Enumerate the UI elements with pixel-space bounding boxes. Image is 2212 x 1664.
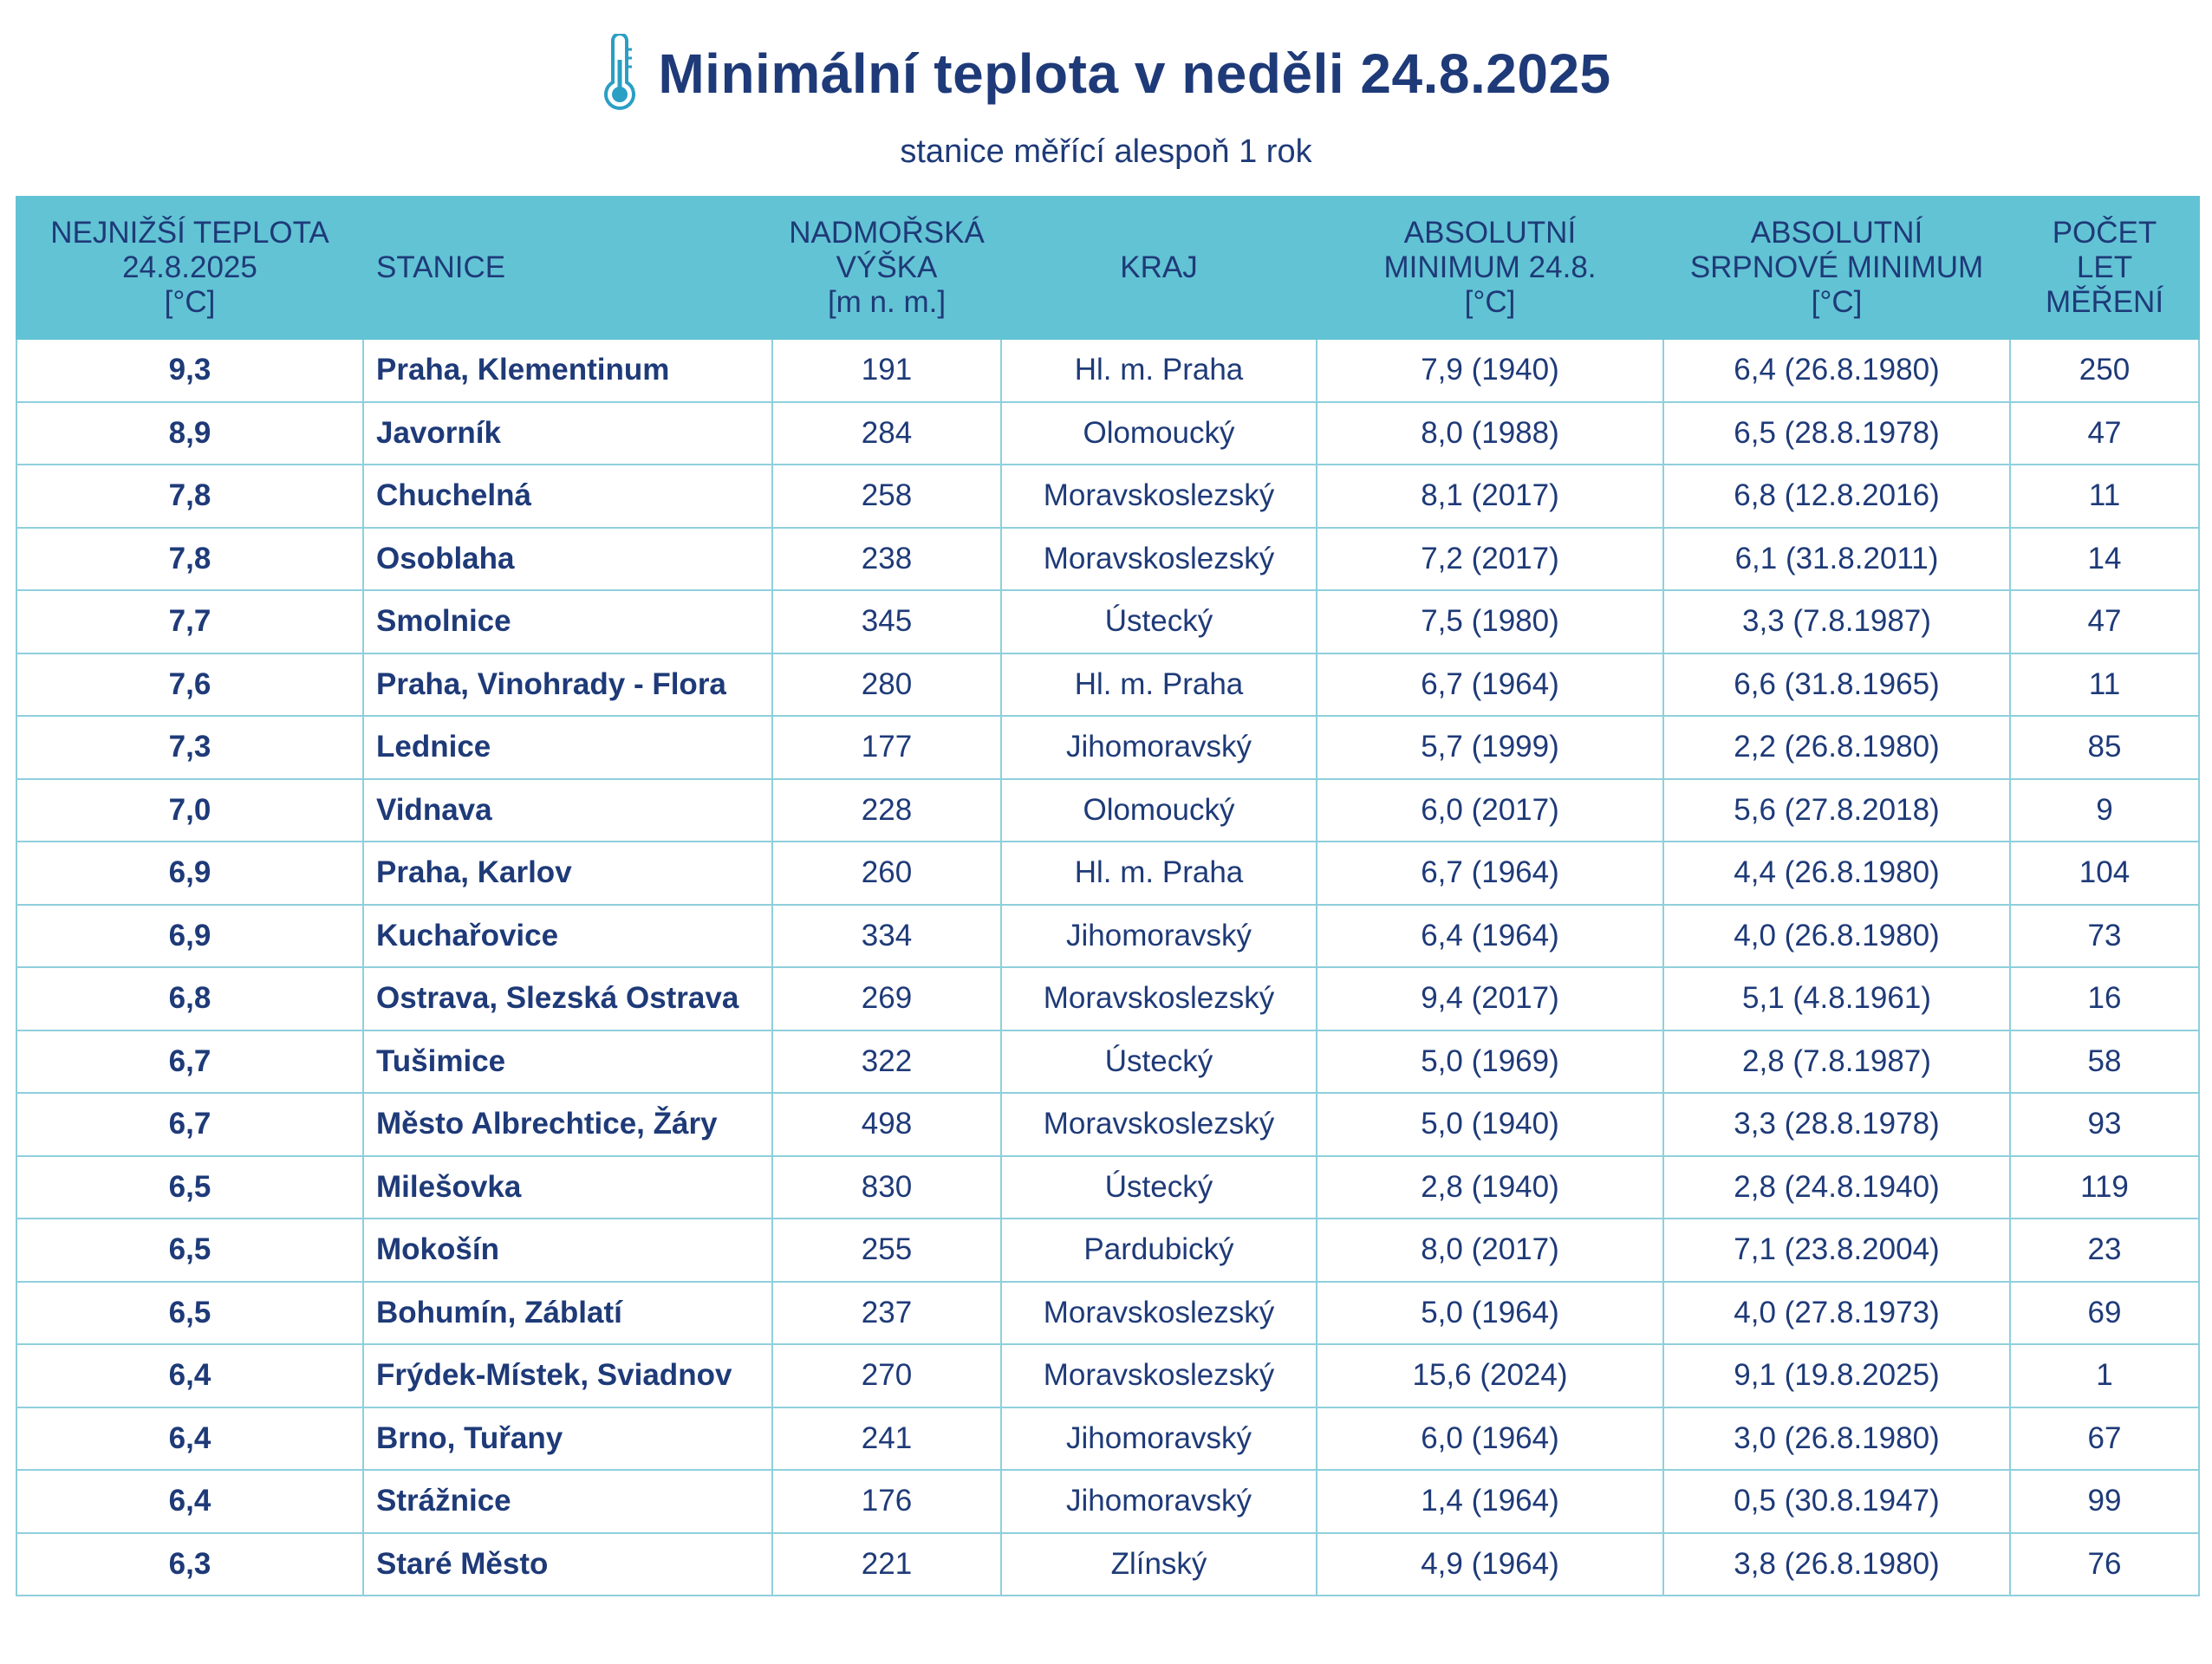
cell-region: Moravskoslezský	[1001, 528, 1317, 591]
cell-abs-min-august: 4,0 (26.8.1980)	[1663, 905, 2010, 968]
cell-station: Město Albrechtice, Žáry	[363, 1093, 772, 1156]
cell-altitude: 228	[772, 779, 1001, 842]
cell-min-temp: 6,9	[16, 905, 363, 968]
cell-region: Moravskoslezský	[1001, 1093, 1317, 1156]
cell-abs-min-august: 9,1 (19.8.2025)	[1663, 1344, 2010, 1407]
page-subtitle: stanice měřící alespoň 1 rok	[900, 133, 1312, 170]
table-row	[16, 1533, 2199, 1596]
cell-min-temp: 7,6	[16, 653, 363, 717]
header-line: POČET	[2052, 216, 2157, 250]
cell-region: Olomoucký	[1001, 779, 1317, 842]
cell-abs-min-date: 8,0 (1988)	[1317, 402, 1663, 465]
cell-abs-min-august: 4,0 (27.8.1973)	[1663, 1282, 2010, 1345]
cell-station: Tušimice	[363, 1030, 772, 1094]
cell-abs-min-date: 7,2 (2017)	[1317, 528, 1663, 591]
header-line: VÝŠKA	[836, 250, 938, 284]
cell-abs-min-august: 4,4 (26.8.1980)	[1663, 842, 2010, 905]
cell-station: Strážnice	[363, 1470, 772, 1533]
cell-abs-min-date: 9,4 (2017)	[1317, 967, 1663, 1030]
cell-region: Jihomoravský	[1001, 716, 1317, 779]
cell-abs-min-august: 6,1 (31.8.2011)	[1663, 528, 2010, 591]
cell-altitude: 237	[772, 1282, 1001, 1345]
cell-abs-min-date: 2,8 (1940)	[1317, 1156, 1663, 1219]
cell-min-temp: 6,5	[16, 1156, 363, 1219]
cell-min-temp: 6,4	[16, 1407, 363, 1471]
table-row	[16, 465, 2199, 528]
cell-station: Praha, Klementinum	[363, 339, 772, 402]
table-row	[16, 842, 2199, 905]
cell-station: Bohumín, Záblatí	[363, 1282, 772, 1345]
cell-years: 76	[2010, 1533, 2199, 1596]
cell-min-temp: 7,8	[16, 465, 363, 528]
table-row	[16, 1470, 2199, 1533]
cell-altitude: 498	[772, 1093, 1001, 1156]
table-row	[16, 590, 2199, 653]
cell-station: Frýdek-Místek, Sviadnov	[363, 1344, 772, 1407]
header-abs-min-august	[1663, 197, 2010, 339]
cell-abs-min-august: 2,8 (24.8.1940)	[1663, 1156, 2010, 1219]
cell-station: Javorník	[363, 402, 772, 465]
header-line: ABSOLUTNÍ	[1403, 216, 1577, 250]
cell-region: Olomoucký	[1001, 402, 1317, 465]
cell-years: 69	[2010, 1282, 2199, 1345]
cell-station: Kuchařovice	[363, 905, 772, 968]
header-min-temp	[16, 197, 363, 339]
header-line: ABSOLUTNÍ	[1750, 216, 1923, 250]
header-line: MINIMUM 24.8.	[1383, 250, 1597, 284]
cell-abs-min-august: 2,8 (7.8.1987)	[1663, 1030, 2010, 1094]
cell-altitude: 345	[772, 590, 1001, 653]
cell-station: Milešovka	[363, 1156, 772, 1219]
cell-altitude: 238	[772, 528, 1001, 591]
cell-altitude: 280	[772, 653, 1001, 717]
table-row	[16, 1030, 2199, 1094]
cell-min-temp: 6,4	[16, 1470, 363, 1533]
cell-region: Moravskoslezský	[1001, 1282, 1317, 1345]
title-row	[0, 26, 2212, 121]
cell-abs-min-august: 3,3 (28.8.1978)	[1663, 1093, 2010, 1156]
cell-min-temp: 9,3	[16, 339, 363, 402]
cell-years: 11	[2010, 653, 2199, 717]
header-altitude	[772, 197, 1001, 339]
cell-region: Jihomoravský	[1001, 1407, 1317, 1471]
table-row	[16, 528, 2199, 591]
header-line: NADMOŘSKÁ	[789, 216, 985, 250]
header-line: SRPNOVÉ MINIMUM	[1689, 250, 1984, 284]
cell-region: Ústecký	[1001, 1030, 1317, 1094]
cell-min-temp: 6,5	[16, 1219, 363, 1282]
table-row	[16, 1219, 2199, 1282]
cell-region: Hl. m. Praha	[1001, 842, 1317, 905]
cell-min-temp: 6,8	[16, 967, 363, 1030]
cell-station: Ostrava, Slezská Ostrava	[363, 967, 772, 1030]
header-line: [m n. m.]	[827, 285, 947, 319]
cell-years: 47	[2010, 402, 2199, 465]
header-line: MĚŘENÍ	[2045, 285, 2164, 319]
cell-abs-min-date: 7,9 (1940)	[1317, 339, 1663, 402]
cell-abs-min-august: 6,6 (31.8.1965)	[1663, 653, 2010, 717]
cell-region: Moravskoslezský	[1001, 967, 1317, 1030]
table-row	[16, 967, 2199, 1030]
cell-abs-min-august: 6,4 (26.8.1980)	[1663, 339, 2010, 402]
cell-abs-min-august: 5,6 (27.8.2018)	[1663, 779, 2010, 842]
cell-abs-min-august: 6,8 (12.8.2016)	[1663, 465, 2010, 528]
cell-min-temp: 7,8	[16, 528, 363, 591]
cell-abs-min-date: 6,4 (1964)	[1317, 905, 1663, 968]
cell-abs-min-date: 5,0 (1964)	[1317, 1282, 1663, 1345]
cell-altitude: 269	[772, 967, 1001, 1030]
table-row	[16, 779, 2199, 842]
table-row	[16, 1407, 2199, 1471]
table-header	[16, 197, 2199, 339]
thermometer-icon	[601, 34, 639, 114]
cell-altitude: 177	[772, 716, 1001, 779]
cell-years: 99	[2010, 1470, 2199, 1533]
header-line: [°C]	[164, 285, 216, 319]
cell-min-temp: 6,9	[16, 842, 363, 905]
header-years	[2010, 197, 2199, 339]
header-line: KRAJ	[1120, 250, 1198, 284]
cell-region: Moravskoslezský	[1001, 465, 1317, 528]
cell-station: Osoblaha	[363, 528, 772, 591]
cell-abs-min-date: 6,0 (1964)	[1317, 1407, 1663, 1471]
cell-abs-min-date: 6,0 (2017)	[1317, 779, 1663, 842]
cell-min-temp: 6,4	[16, 1344, 363, 1407]
header-row	[16, 197, 2199, 339]
cell-years: 250	[2010, 339, 2199, 402]
cell-altitude: 284	[772, 402, 1001, 465]
cell-abs-min-date: 6,7 (1964)	[1317, 842, 1663, 905]
header-line: 24.8.2025	[122, 250, 257, 284]
table-body	[16, 339, 2199, 1596]
table-row	[16, 653, 2199, 717]
table-row	[16, 1344, 2199, 1407]
cell-altitude: 176	[772, 1470, 1001, 1533]
cell-altitude: 241	[772, 1407, 1001, 1471]
cell-region: Hl. m. Praha	[1001, 339, 1317, 402]
cell-station: Staré Město	[363, 1533, 772, 1596]
cell-min-temp: 7,7	[16, 590, 363, 653]
header-line: [°C]	[1811, 285, 1863, 319]
cell-years: 93	[2010, 1093, 2199, 1156]
cell-min-temp: 7,0	[16, 779, 363, 842]
cell-region: Zlínský	[1001, 1533, 1317, 1596]
cell-min-temp: 6,3	[16, 1533, 363, 1596]
cell-years: 67	[2010, 1407, 2199, 1471]
temperature-table	[16, 196, 2200, 1596]
page-title: Minimální teplota v neděli 24.8.2025	[658, 42, 1611, 105]
cell-region: Ústecký	[1001, 1156, 1317, 1219]
cell-years: 11	[2010, 465, 2199, 528]
cell-abs-min-august: 7,1 (23.8.2004)	[1663, 1219, 2010, 1282]
cell-altitude: 255	[772, 1219, 1001, 1282]
cell-region: Jihomoravský	[1001, 905, 1317, 968]
cell-region: Hl. m. Praha	[1001, 653, 1317, 717]
cell-years: 16	[2010, 967, 2199, 1030]
cell-altitude: 830	[772, 1156, 1001, 1219]
table-row	[16, 1282, 2199, 1345]
header-line: NEJNIŽŠÍ TEPLOTA	[50, 216, 329, 250]
cell-abs-min-august: 3,0 (26.8.1980)	[1663, 1407, 2010, 1471]
cell-years: 47	[2010, 590, 2199, 653]
cell-abs-min-august: 5,1 (4.8.1961)	[1663, 967, 2010, 1030]
cell-min-temp: 6,7	[16, 1093, 363, 1156]
header-line: STANICE	[376, 250, 506, 284]
header-region	[1001, 197, 1317, 339]
cell-region: Ústecký	[1001, 590, 1317, 653]
temperature-table-container	[16, 196, 2198, 1596]
cell-years: 9	[2010, 779, 2199, 842]
cell-abs-min-date: 4,9 (1964)	[1317, 1533, 1663, 1596]
cell-years: 73	[2010, 905, 2199, 968]
cell-min-temp: 7,3	[16, 716, 363, 779]
cell-region: Jihomoravský	[1001, 1470, 1317, 1533]
header-line: [°C]	[1464, 285, 1516, 319]
cell-station: Chuchelná	[363, 465, 772, 528]
cell-abs-min-date: 5,0 (1940)	[1317, 1093, 1663, 1156]
cell-station: Praha, Karlov	[363, 842, 772, 905]
cell-abs-min-date: 15,6 (2024)	[1317, 1344, 1663, 1407]
table-row	[16, 1156, 2199, 1219]
cell-abs-min-date: 8,0 (2017)	[1317, 1219, 1663, 1282]
cell-years: 14	[2010, 528, 2199, 591]
cell-years: 85	[2010, 716, 2199, 779]
cell-altitude: 334	[772, 905, 1001, 968]
cell-min-temp: 6,7	[16, 1030, 363, 1094]
header-station	[363, 197, 772, 339]
cell-abs-min-august: 0,5 (30.8.1947)	[1663, 1470, 2010, 1533]
cell-abs-min-date: 1,4 (1964)	[1317, 1470, 1663, 1533]
cell-altitude: 260	[772, 842, 1001, 905]
cell-altitude: 258	[772, 465, 1001, 528]
table-row	[16, 716, 2199, 779]
cell-station: Lednice	[363, 716, 772, 779]
cell-abs-min-date: 6,7 (1964)	[1317, 653, 1663, 717]
cell-min-temp: 6,5	[16, 1282, 363, 1345]
page-header	[0, 26, 2212, 171]
cell-altitude: 322	[772, 1030, 1001, 1094]
cell-abs-min-august: 3,8 (26.8.1980)	[1663, 1533, 2010, 1596]
table-row	[16, 905, 2199, 968]
cell-min-temp: 8,9	[16, 402, 363, 465]
header-abs-min-date	[1317, 197, 1663, 339]
cell-abs-min-date: 5,7 (1999)	[1317, 716, 1663, 779]
cell-region: Moravskoslezský	[1001, 1344, 1317, 1407]
cell-station: Praha, Vinohrady - Flora	[363, 653, 772, 717]
cell-station: Mokošín	[363, 1219, 772, 1282]
cell-station: Smolnice	[363, 590, 772, 653]
cell-station: Brno, Tuřany	[363, 1407, 772, 1471]
table-row	[16, 339, 2199, 402]
table-row	[16, 402, 2199, 465]
cell-abs-min-august: 6,5 (28.8.1978)	[1663, 402, 2010, 465]
cell-altitude: 221	[772, 1533, 1001, 1596]
cell-altitude: 270	[772, 1344, 1001, 1407]
cell-years: 104	[2010, 842, 2199, 905]
cell-years: 23	[2010, 1219, 2199, 1282]
cell-altitude: 191	[772, 339, 1001, 402]
header-line: LET	[2076, 250, 2133, 284]
cell-abs-min-date: 7,5 (1980)	[1317, 590, 1663, 653]
cell-abs-min-august: 2,2 (26.8.1980)	[1663, 716, 2010, 779]
table-row	[16, 1093, 2199, 1156]
cell-region: Pardubický	[1001, 1219, 1317, 1282]
cell-station: Vidnava	[363, 779, 772, 842]
cell-abs-min-date: 8,1 (2017)	[1317, 465, 1663, 528]
cell-years: 1	[2010, 1344, 2199, 1407]
cell-abs-min-date: 5,0 (1969)	[1317, 1030, 1663, 1094]
cell-abs-min-august: 3,3 (7.8.1987)	[1663, 590, 2010, 653]
cell-years: 58	[2010, 1030, 2199, 1094]
cell-years: 119	[2010, 1156, 2199, 1219]
